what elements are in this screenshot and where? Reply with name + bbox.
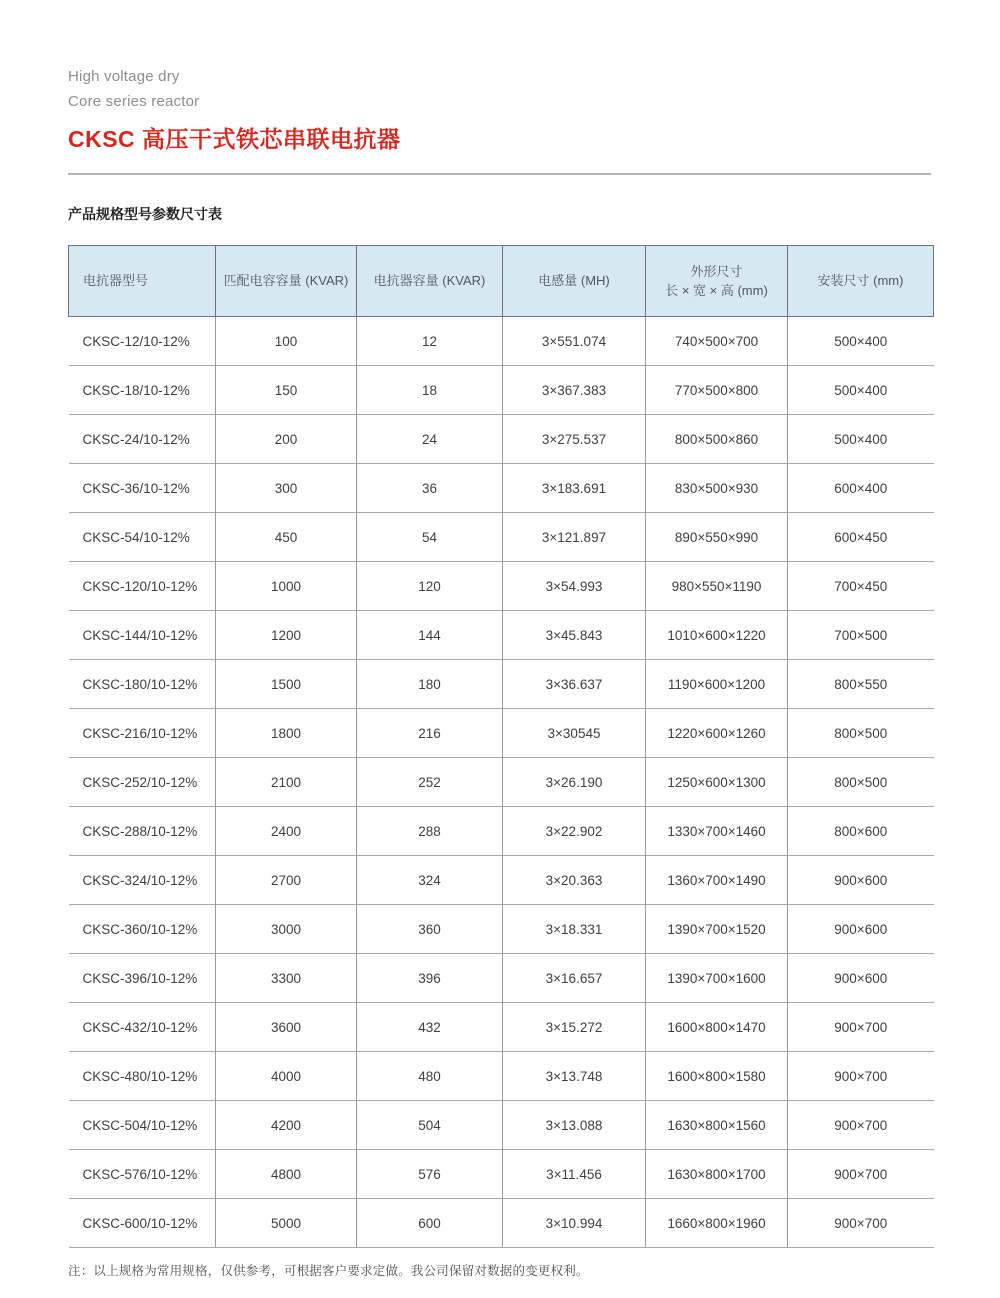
mounting-dimensions-cell: 500×400 bbox=[788, 415, 934, 464]
english-subtitle-line2: Core series reactor bbox=[68, 93, 200, 110]
inductance-cell: 3×45.843 bbox=[503, 611, 646, 660]
capacitor-capacity-cell: 1200 bbox=[216, 611, 357, 660]
footnote: 注：以上规格为常用规格，仅供参考，可根据客户要求定做。我公司保留对数据的变更权利。 bbox=[68, 1264, 589, 1278]
mounting-dimensions-cell: 700×500 bbox=[788, 611, 934, 660]
capacitor-capacity-cell: 2100 bbox=[216, 758, 357, 807]
reactor-capacity-cell: 576 bbox=[357, 1150, 503, 1199]
table-row bbox=[69, 464, 934, 513]
inductance-cell: 3×18.331 bbox=[503, 905, 646, 954]
capacitor-capacity-cell: 4000 bbox=[216, 1052, 357, 1101]
outline-dimensions-cell: 1390×700×1520 bbox=[646, 905, 788, 954]
model-cell: CKSC-18/10-12% bbox=[69, 366, 216, 415]
outline-dimensions-cell: 890×550×990 bbox=[646, 513, 788, 562]
column-header-line: 电抗器型号 bbox=[83, 273, 149, 289]
table-row bbox=[69, 856, 934, 905]
reactor-capacity-cell: 480 bbox=[357, 1052, 503, 1101]
reactor-capacity-cell: 12 bbox=[357, 317, 503, 366]
inductance-cell: 3×10.994 bbox=[503, 1199, 646, 1248]
inductance-cell: 3×26.190 bbox=[503, 758, 646, 807]
capacitor-capacity-cell: 3300 bbox=[216, 954, 357, 1003]
column-header-line: 匹配电容容量 (KVAR) bbox=[223, 273, 349, 289]
column-header-outline-dimensions bbox=[646, 246, 788, 317]
mounting-dimensions-cell: 500×400 bbox=[788, 317, 934, 366]
mounting-dimensions-cell: 900×700 bbox=[788, 1052, 934, 1101]
table-row bbox=[69, 1150, 934, 1199]
model-cell: CKSC-24/10-12% bbox=[69, 415, 216, 464]
capacitor-capacity-cell: 2400 bbox=[216, 807, 357, 856]
column-header-reactor-capacity bbox=[357, 246, 503, 317]
capacitor-capacity-cell: 300 bbox=[216, 464, 357, 513]
table-header-row bbox=[69, 246, 934, 317]
table-row bbox=[69, 1052, 934, 1101]
mounting-dimensions-cell: 600×400 bbox=[788, 464, 934, 513]
english-subtitle-line1: High voltage dry bbox=[68, 68, 180, 85]
mounting-dimensions-cell: 900×700 bbox=[788, 1150, 934, 1199]
inductance-cell: 3×20.363 bbox=[503, 856, 646, 905]
mounting-dimensions-cell: 800×600 bbox=[788, 807, 934, 856]
outline-dimensions-cell: 1390×700×1600 bbox=[646, 954, 788, 1003]
capacitor-capacity-cell: 1000 bbox=[216, 562, 357, 611]
table-head bbox=[69, 246, 934, 317]
table-row bbox=[69, 660, 934, 709]
column-header-line: 长 × 宽 × 高 (mm) bbox=[665, 283, 768, 298]
capacitor-capacity-cell: 4800 bbox=[216, 1150, 357, 1199]
reactor-capacity-cell: 288 bbox=[357, 807, 503, 856]
capacitor-capacity-cell: 1500 bbox=[216, 660, 357, 709]
capacitor-capacity-cell: 450 bbox=[216, 513, 357, 562]
model-cell: CKSC-360/10-12% bbox=[69, 905, 216, 954]
model-cell: CKSC-288/10-12% bbox=[69, 807, 216, 856]
reactor-capacity-cell: 24 bbox=[357, 415, 503, 464]
capacitor-capacity-cell: 200 bbox=[216, 415, 357, 464]
outline-dimensions-cell: 1660×800×1960 bbox=[646, 1199, 788, 1248]
column-header-line: 电抗器容量 (KVAR) bbox=[373, 273, 486, 289]
english-subtitle bbox=[68, 64, 933, 114]
inductance-cell: 3×30545 bbox=[503, 709, 646, 758]
mounting-dimensions-cell: 900×600 bbox=[788, 954, 934, 1003]
outline-dimensions-cell: 1190×600×1200 bbox=[646, 660, 788, 709]
table-row bbox=[69, 366, 934, 415]
table-row bbox=[69, 415, 934, 464]
model-cell: CKSC-576/10-12% bbox=[69, 1150, 216, 1199]
table-row bbox=[69, 611, 934, 660]
column-header-line: 外形尺寸 bbox=[690, 263, 743, 279]
mounting-dimensions-cell: 600×450 bbox=[788, 513, 934, 562]
reactor-capacity-cell: 324 bbox=[357, 856, 503, 905]
outline-dimensions-cell: 1220×600×1260 bbox=[646, 709, 788, 758]
outline-dimensions-cell: 1360×700×1490 bbox=[646, 856, 788, 905]
inductance-cell: 3×36.637 bbox=[503, 660, 646, 709]
outline-dimensions-cell: 1630×800×1560 bbox=[646, 1101, 788, 1150]
inductance-cell: 3×16.657 bbox=[503, 954, 646, 1003]
model-cell: CKSC-252/10-12% bbox=[69, 758, 216, 807]
page-content bbox=[68, 0, 933, 1279]
inductance-cell: 3×121.897 bbox=[503, 513, 646, 562]
column-header-line: 安装尺寸 (mm) bbox=[817, 273, 904, 289]
capacitor-capacity-cell: 1800 bbox=[216, 709, 357, 758]
model-cell: CKSC-396/10-12% bbox=[69, 954, 216, 1003]
mounting-dimensions-cell: 900×600 bbox=[788, 905, 934, 954]
mounting-dimensions-cell: 500×400 bbox=[788, 366, 934, 415]
model-cell: CKSC-120/10-12% bbox=[69, 562, 216, 611]
model-cell: CKSC-480/10-12% bbox=[69, 1052, 216, 1101]
spec-table bbox=[68, 245, 934, 1248]
table-row bbox=[69, 758, 934, 807]
table-body bbox=[69, 317, 934, 1248]
inductance-cell: 3×13.088 bbox=[503, 1101, 646, 1150]
model-cell: CKSC-36/10-12% bbox=[69, 464, 216, 513]
table-row bbox=[69, 513, 934, 562]
reactor-capacity-cell: 120 bbox=[357, 562, 503, 611]
mounting-dimensions-cell: 900×700 bbox=[788, 1101, 934, 1150]
table-row bbox=[69, 1003, 934, 1052]
table-row bbox=[69, 807, 934, 856]
mounting-dimensions-cell: 800×500 bbox=[788, 758, 934, 807]
capacitor-capacity-cell: 5000 bbox=[216, 1199, 357, 1248]
table-row bbox=[69, 562, 934, 611]
capacitor-capacity-cell: 2700 bbox=[216, 856, 357, 905]
model-cell: CKSC-216/10-12% bbox=[69, 709, 216, 758]
outline-dimensions-cell: 1630×800×1700 bbox=[646, 1150, 788, 1199]
column-header-line: 电感量 (MH) bbox=[538, 273, 610, 289]
inductance-cell: 3×275.537 bbox=[503, 415, 646, 464]
table-row bbox=[69, 1101, 934, 1150]
inductance-cell: 3×15.272 bbox=[503, 1003, 646, 1052]
inductance-cell: 3×13.748 bbox=[503, 1052, 646, 1101]
model-cell: CKSC-54/10-12% bbox=[69, 513, 216, 562]
mounting-dimensions-cell: 900×700 bbox=[788, 1003, 934, 1052]
reactor-capacity-cell: 504 bbox=[357, 1101, 503, 1150]
outline-dimensions-cell: 1600×800×1470 bbox=[646, 1003, 788, 1052]
outline-dimensions-cell: 1330×700×1460 bbox=[646, 807, 788, 856]
outline-dimensions-cell: 980×550×1190 bbox=[646, 562, 788, 611]
model-cell: CKSC-144/10-12% bbox=[69, 611, 216, 660]
column-header-mounting-dimensions bbox=[788, 246, 934, 317]
model-cell: CKSC-504/10-12% bbox=[69, 1101, 216, 1150]
mounting-dimensions-cell: 800×500 bbox=[788, 709, 934, 758]
outline-dimensions-cell: 800×500×860 bbox=[646, 415, 788, 464]
outline-dimensions-cell: 740×500×700 bbox=[646, 317, 788, 366]
capacitor-capacity-cell: 150 bbox=[216, 366, 357, 415]
inductance-cell: 3×11.456 bbox=[503, 1150, 646, 1199]
reactor-capacity-cell: 18 bbox=[357, 366, 503, 415]
mounting-dimensions-cell: 900×700 bbox=[788, 1199, 934, 1248]
table-row bbox=[69, 1199, 934, 1248]
outline-dimensions-cell: 770×500×800 bbox=[646, 366, 788, 415]
mounting-dimensions-cell: 700×450 bbox=[788, 562, 934, 611]
column-header-model bbox=[69, 246, 216, 317]
reactor-capacity-cell: 432 bbox=[357, 1003, 503, 1052]
outline-dimensions-cell: 1250×600×1300 bbox=[646, 758, 788, 807]
reactor-capacity-cell: 54 bbox=[357, 513, 503, 562]
inductance-cell: 3×551.074 bbox=[503, 317, 646, 366]
page-title: CKSC 高压干式铁芯串联电抗器 bbox=[68, 126, 401, 152]
outline-dimensions-cell: 1010×600×1220 bbox=[646, 611, 788, 660]
table-row bbox=[69, 709, 934, 758]
reactor-capacity-cell: 600 bbox=[357, 1199, 503, 1248]
model-cell: CKSC-432/10-12% bbox=[69, 1003, 216, 1052]
reactor-capacity-cell: 36 bbox=[357, 464, 503, 513]
reactor-capacity-cell: 252 bbox=[357, 758, 503, 807]
model-cell: CKSC-180/10-12% bbox=[69, 660, 216, 709]
inductance-cell: 3×22.902 bbox=[503, 807, 646, 856]
reactor-capacity-cell: 396 bbox=[357, 954, 503, 1003]
reactor-capacity-cell: 144 bbox=[357, 611, 503, 660]
column-header-inductance bbox=[503, 246, 646, 317]
inductance-cell: 3×183.691 bbox=[503, 464, 646, 513]
model-cell: CKSC-600/10-12% bbox=[69, 1199, 216, 1248]
outline-dimensions-cell: 1600×800×1580 bbox=[646, 1052, 788, 1101]
table-row bbox=[69, 954, 934, 1003]
mounting-dimensions-cell: 800×550 bbox=[788, 660, 934, 709]
reactor-capacity-cell: 216 bbox=[357, 709, 503, 758]
table-row bbox=[69, 905, 934, 954]
capacitor-capacity-cell: 3600 bbox=[216, 1003, 357, 1052]
title-divider bbox=[68, 173, 931, 175]
table-caption: 产品规格型号参数尺寸表 bbox=[68, 206, 222, 222]
capacitor-capacity-cell: 3000 bbox=[216, 905, 357, 954]
inductance-cell: 3×367.383 bbox=[503, 366, 646, 415]
table-row bbox=[69, 317, 934, 366]
outline-dimensions-cell: 830×500×930 bbox=[646, 464, 788, 513]
model-cell: CKSC-324/10-12% bbox=[69, 856, 216, 905]
column-header-capacitor-capacity bbox=[216, 246, 357, 317]
mounting-dimensions-cell: 900×600 bbox=[788, 856, 934, 905]
capacitor-capacity-cell: 4200 bbox=[216, 1101, 357, 1150]
capacitor-capacity-cell: 100 bbox=[216, 317, 357, 366]
inductance-cell: 3×54.993 bbox=[503, 562, 646, 611]
reactor-capacity-cell: 180 bbox=[357, 660, 503, 709]
reactor-capacity-cell: 360 bbox=[357, 905, 503, 954]
model-cell: CKSC-12/10-12% bbox=[69, 317, 216, 366]
